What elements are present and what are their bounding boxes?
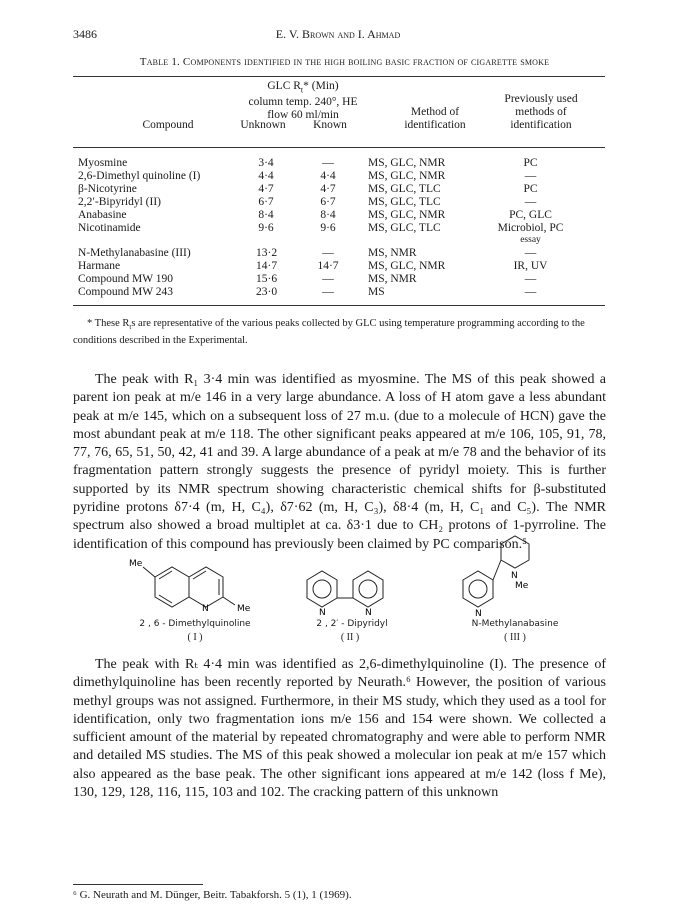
nitrogen-label: N	[319, 608, 326, 616]
structure-dipyridyl	[297, 560, 397, 616]
structure-number-3: ( III )	[504, 632, 526, 643]
table-row: 2,6-Dimethyl quinoline (I) 4·4 4·4 MS, GLC, NMR —	[78, 170, 537, 182]
nitrogen-label: N	[475, 609, 482, 616]
structure-dimethylquinoline	[125, 553, 265, 613]
table-head-glc: GLC $R_t*$ (Min) column temp. 240°, HE flow 60 ml/min	[248, 80, 358, 122]
table-row: Nicotinamide 9·6 9·6 MS, GLC, TLC Microbiol, PC	[78, 222, 564, 234]
table-row: β-Nicotyrine 4·7 4·7 MS, GLC, TLC PC	[78, 183, 538, 195]
methyl-label: Me	[515, 581, 529, 591]
structure-number-2: ( II )	[340, 632, 360, 643]
paragraph-dimethylquinoline: The peak with Rₜ 4·4 min was identified as 2,6-dimethylquinoline (I). The presence of dimethylquinoline has been recently reported by Neurath.⁶ However, the position of various methyl groups was not assigned. Furthermore, in their MS study, which they used as a tool for identification, only two fragmentation ions m/e 156 and 154 were shown. We collected a sufficient amount of the material by repeated chromatography and were able to perform NMR and detailed MS studies. The MS of this peak showed a molecular ion peak at m/e 157 which also appeared as the base peak. The other significant ions appeared at m/e 142 (loss f Me), 130, 129, 128, 116, 115, 103 and 102. The cracking pattern of this unknown	[73, 657, 606, 801]
structure-label-1: 2 , 6 - Dimethylquinoline	[139, 619, 251, 629]
running-head	[73, 27, 603, 43]
table-row: Anabasine 8·4 8·4 MS, GLC, NMR PC, GLC	[78, 209, 552, 221]
table-row: 2,2′-Bipyridyl (II) 6·7 6·7 MS, GLC, TLC —	[78, 196, 537, 208]
table-row: Harmane 14·7 14·7 MS, GLC, NMR IR, UV	[78, 260, 548, 272]
methyl-label: Me	[129, 559, 143, 569]
table-row: N-Methylanabasine (III) 13·2 — MS, NMR —	[78, 247, 537, 259]
footnote-rule	[73, 884, 203, 885]
structure-number-1: ( I )	[187, 632, 203, 643]
table-head-rule	[73, 147, 605, 148]
structure-label-2: 2 , 2′ - Dipyridyl	[316, 619, 388, 629]
nitrogen-label: N	[202, 604, 209, 613]
paragraph-myosmine: The peak with R₁ 3·4 min was identified as myosmine. The MS of this peak showed a parent ion peak at m/e 146 in a very large abundance. A loss of H atom gave a less abundant peak at m/e 145, which on a subsequent loss of 27 m.u. (due to a molecule of HCN) gave the most abundant peak at m/e 118. The other significant peaks appeared at m/e 106, 105, 91, 78, 77, 76, 65, 51, 50, 42, 41 and 39. A large abundance of a peak at m/e 78 and the behavior of its fragmentation pattern strongly suggests the presence of pyridyl moiety. This is further supported by its NMR spectrum showing characteristic chemical shifts for β-substituted pyridine protons δ7·4 (m, H, C₄), δ7·62 (m, H, C₃), δ8·4 (m, H, C₁ and C₅). The NMR spectrum also showed a broad multiplet at ca. δ3·1 due to CH₂ protons of 1-pyrroline. The identification of this compound has previously been claimed by PC comparison.⁵	[73, 372, 606, 552]
table-head-previous: Previously used methods of identification	[504, 93, 578, 131]
table-head-compound: Compound	[142, 119, 194, 131]
table-row: Compound MW 190 15·6 — MS, NMR —	[78, 273, 537, 285]
structure-label-3: N-Methylanabasine	[471, 619, 559, 629]
reference-footnote: ⁶ G. Neurath and M. Dünger, Beitr. Tabakforsh. 5 (1), 1 (1969).	[73, 889, 352, 901]
table-row: Myosmine 3·4 — MS, GLC, NMR PC	[78, 157, 538, 169]
table-head-method: Method of identification	[404, 106, 466, 131]
table-head-unknown: Unknown	[240, 119, 286, 131]
table-row: Compound MW 243 23·0 — MS —	[78, 286, 537, 298]
structure-methylanabasine	[453, 532, 553, 616]
table-head-known: Known	[313, 119, 347, 131]
table-bottom-rule	[73, 305, 605, 306]
nitrogen-label: N	[511, 571, 518, 581]
methyl-label: Me	[237, 604, 251, 613]
page-number: 3486	[73, 27, 97, 41]
running-head-authors: E. V. Brown and I. Ahmad	[275, 27, 401, 41]
nitrogen-label: N	[365, 608, 372, 616]
table-top-rule	[73, 76, 605, 77]
table-footnote: * These $R_ts$ are representative of the various peaks collected by GLC using temperature programming according to the conditions described in the Experimental.	[73, 318, 585, 347]
table-title: Table 1. Components identified in the high boiling basic fraction of cigarette smoke	[139, 56, 550, 68]
table-cell-continued: essay	[520, 235, 541, 245]
